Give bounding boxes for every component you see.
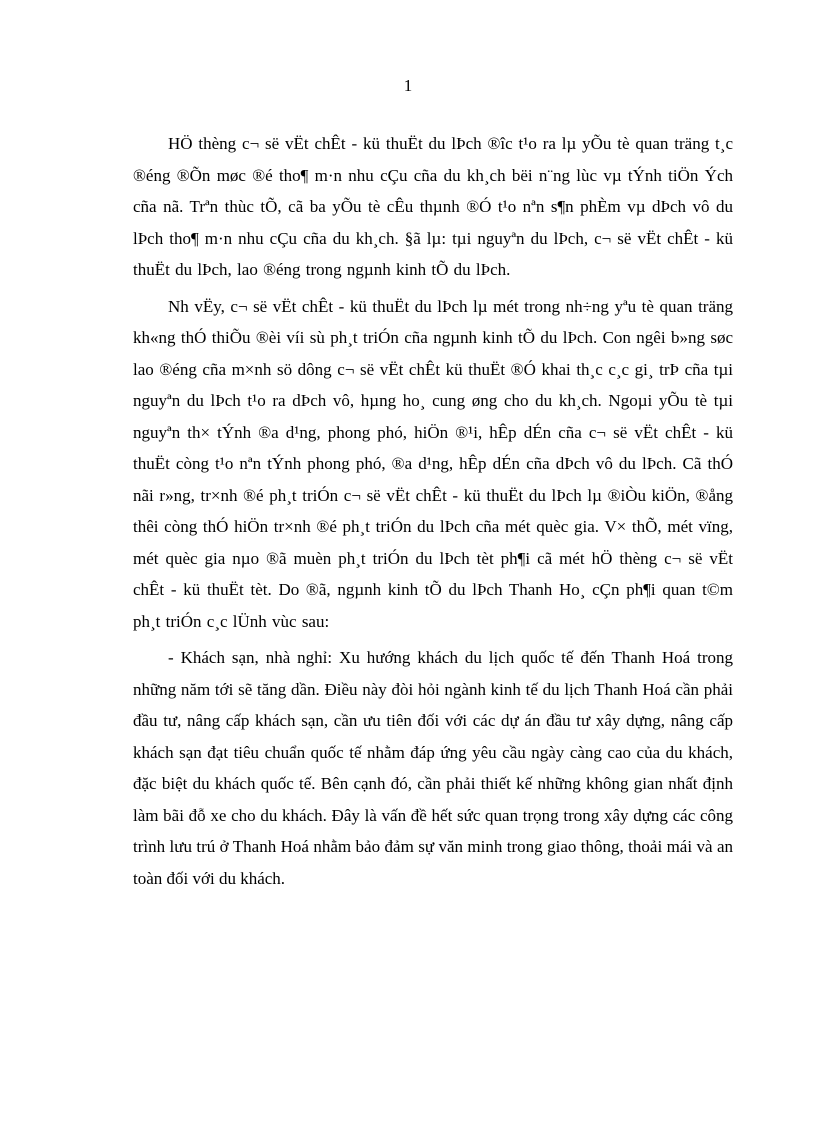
paragraph-legacy-1: HÖ thèng c¬ së vËt chÊt - kü thuËt du lÞch ®îc t¹o ra lµ yÕu tè quan träng t¸c ®éng ®Õn møc ®é tho¶ m·n nhu cÇu cña du kh¸ch bëi n¨ng lùc vµ tÝnh tiÖn Ých cña nã. Trªn thùc tÕ, cã ba yÕu tè cÊu thµnh ®Ó t¹o nªn s¶n phÈm vµ dÞch vô du lÞch tho¶ m·n nhu cÇu cña du kh¸ch. §ã lµ: tµi nguyªn du lÞch, c¬ së vËt chÊt - kü thuËt du lÞch, lao ®éng trong ngµnh kinh tÕ du lÞch. bbox=[133, 134, 733, 279]
body-text bbox=[133, 128, 733, 899]
paragraph-hotels: - Khách sạn, nhà nghỉ: Xu hướng khách du lịch quốc tế đến Thanh Hoá trong những năm tới sẽ tăng dần. Điều này đòi hỏi ngành kinh tế du lịch Thanh Hoá cần phải đầu tư, nâng cấp khách sạn, cần ưu tiên đối với các dự án đầu tư xây dựng, nâng cấp khách sạn đạt tiêu chuẩn quốc tế nhằm đáp ứng yêu cầu ngày càng cao của du khách, đặc biệt du khách quốc tế. Bên cạnh đó, cần phải thiết kế những không gian nhất định làm bãi đỗ xe cho du khách. Đây là vấn đề hết sức quan trọng trong xây dựng các công trình lưu trú ở Thanh Hoá nhằm bảo đảm sự văn minh trong giao thông, thoải mái và an toàn đối với du khách. bbox=[133, 648, 733, 888]
page-number: 1 bbox=[403, 76, 413, 95]
paragraph-legacy-2: Nh vËy, c¬ së vËt chÊt - kü thuËt du lÞch lµ mét trong nh÷ng yªu tè quan träng kh«ng thÓ thiÕu ®èi víi sù ph¸t triÓn cña ngµnh kinh tÕ du lÞch. Con ngêi b»ng søc lao ®éng cña m×nh sö dông c¬ së vËt chÊt kü thuËt ®Ó khai th¸c c¸c gi¸ trÞ cña tµi nguyªn du lÞch t¹o ra dÞch vô, hµng ho¸ cung øng cho du kh¸ch. Ngoµi yÕu tè tµi nguyªn th× tÝnh ®a d¹ng, phong phó, hiÖn ®¹i, hÊp dÉn cña c¬ së vËt chÊt - kü thuËt còng t¹o nªn tÝnh phong phó, ®a d¹ng, hÊp dÉn cña dÞch vô du lÞch. Cã thÓ nãi r»ng, tr×nh ®é ph¸t triÓn c¬ së vËt chÊt - kü thuËt du lÞch lµ ®iÒu kiÖn, ®ång thêi còng thÓ hiÖn tr×nh ®é ph¸t triÓn du lÞch cña mét quèc gia. V× thÕ, mét vïng, mét quèc gia nµo ®ã muèn ph¸t triÓn du lÞch tèt ph¶i cã mét hÖ thèng c¬ së vËt chÊt - kü thuËt tèt. Do ®ã, ngµnh kinh tÕ du lÞch Thanh Ho¸ cÇn ph¶i quan t©m ph¸t triÓn c¸c lÜnh vùc sau: bbox=[133, 296, 733, 631]
